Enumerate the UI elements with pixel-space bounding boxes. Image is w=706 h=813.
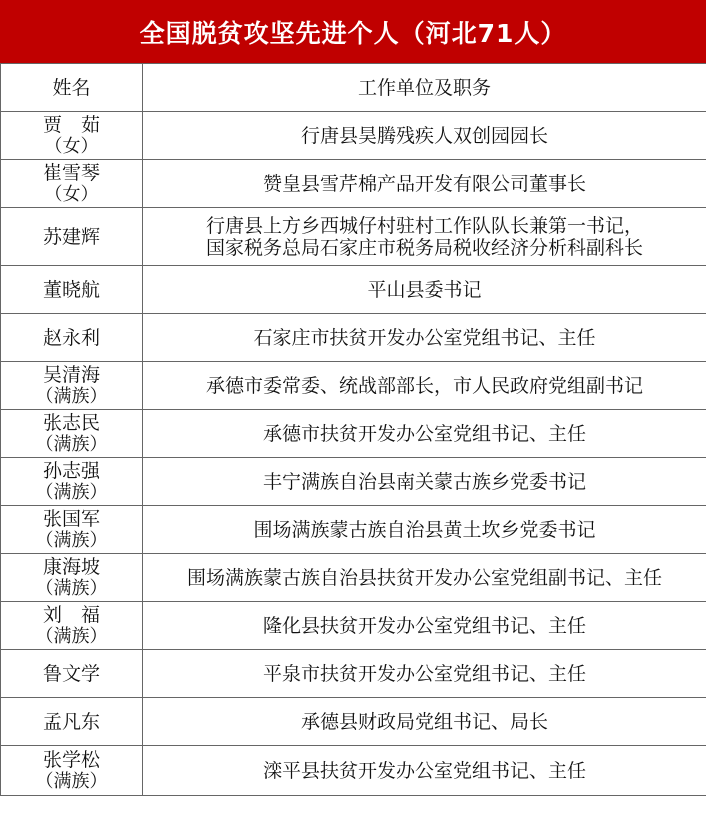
work-cell	[143, 602, 706, 650]
work-title-line: 行唐县上方乡西城仔村驻村工作队队长兼第一书记，	[205, 214, 643, 237]
work-title-line: 丰宁满族自治县南关蒙古族乡党委书记	[262, 470, 586, 493]
person-name: 崔雪琴	[42, 161, 100, 184]
table-row	[1, 314, 706, 362]
person-note: （满族）	[35, 385, 108, 407]
roster-table	[0, 63, 706, 796]
person-name: 董晓航	[42, 278, 100, 301]
table-row	[1, 698, 706, 746]
table-row	[1, 208, 706, 266]
table-row	[1, 112, 706, 160]
table-row	[1, 554, 706, 602]
work-title-line: 平山县委书记	[367, 278, 482, 301]
roster-body	[1, 112, 706, 796]
name-cell	[1, 410, 143, 458]
person-name: 孙志强	[42, 459, 100, 482]
work-cell	[143, 410, 706, 458]
name-cell	[1, 266, 143, 314]
work-cell	[143, 698, 706, 746]
header-work: 工作单位及职务	[143, 64, 706, 112]
person-name: 张学松	[42, 748, 100, 771]
name-cell	[1, 314, 143, 362]
person-note: （满族）	[35, 481, 108, 503]
work-cell	[143, 362, 706, 410]
name-cell	[1, 554, 143, 602]
work-title-line: 承德市扶贫开发办公室党组书记、主任	[262, 422, 586, 445]
work-title-line: 围场满族蒙古族自治县扶贫开发办公室党组副书记、主任	[186, 566, 662, 589]
work-title-line: 国家税务总局石家庄市税务局税收经济分析科副科长	[205, 236, 643, 259]
person-note: （满族）	[35, 770, 108, 792]
person-name: 赵永利	[42, 326, 100, 349]
work-cell	[143, 554, 706, 602]
table-title: 全国脱贫攻坚先进个人（河北71人）	[0, 0, 706, 63]
person-note: （女）	[44, 135, 99, 157]
table-row	[1, 266, 706, 314]
name-cell	[1, 506, 143, 554]
name-cell	[1, 112, 143, 160]
name-cell	[1, 458, 143, 506]
table-row	[1, 650, 706, 698]
person-name: 康海坡	[42, 555, 100, 578]
table-row	[1, 362, 706, 410]
name-cell	[1, 208, 143, 266]
name-cell	[1, 160, 143, 208]
person-note: （女）	[44, 183, 99, 205]
name-cell	[1, 602, 143, 650]
person-note: （满族）	[35, 625, 108, 647]
work-title-line: 滦平县扶贫开发办公室党组书记、主任	[262, 759, 586, 782]
table-row	[1, 746, 706, 796]
work-cell	[143, 208, 706, 266]
work-cell	[143, 112, 706, 160]
name-cell	[1, 746, 143, 796]
work-title-line: 平泉市扶贫开发办公室党组书记、主任	[262, 662, 586, 685]
name-cell	[1, 650, 143, 698]
work-title-line: 赞皇县雪芹棉产品开发有限公司董事长	[262, 172, 586, 195]
person-name: 苏建辉	[42, 225, 100, 248]
name-cell	[1, 698, 143, 746]
work-cell	[143, 650, 706, 698]
table-row	[1, 506, 706, 554]
work-cell	[143, 314, 706, 362]
work-cell	[143, 160, 706, 208]
person-name: 鲁文学	[42, 662, 100, 685]
person-name: 刘 福	[42, 603, 100, 626]
name-cell	[1, 362, 143, 410]
person-note: （满族）	[35, 433, 108, 455]
table-row	[1, 458, 706, 506]
work-cell	[143, 266, 706, 314]
work-title-line: 承德县财政局党组书记、局长	[300, 710, 548, 733]
person-name: 张志民	[42, 411, 100, 434]
work-cell	[143, 746, 706, 796]
work-title-line: 石家庄市扶贫开发办公室党组书记、主任	[253, 326, 596, 349]
work-title-line: 隆化县扶贫开发办公室党组书记、主任	[262, 614, 586, 637]
table-row	[1, 602, 706, 650]
header-row	[1, 64, 706, 112]
person-note: （满族）	[35, 577, 108, 599]
work-title-line: 行唐县昊腾残疾人双创园园长	[300, 124, 548, 147]
work-title-line: 承德市委常委、统战部部长，市人民政府党组副书记	[205, 374, 643, 397]
person-name: 贾 茹	[42, 113, 100, 136]
work-cell	[143, 506, 706, 554]
person-note: （满族）	[35, 529, 108, 551]
table-row	[1, 160, 706, 208]
person-name: 孟凡东	[42, 710, 100, 733]
header-name: 姓名	[1, 64, 143, 112]
work-title-line: 围场满族蒙古族自治县黄土坎乡党委书记	[253, 518, 596, 541]
person-name: 张国军	[42, 507, 100, 530]
work-cell	[143, 458, 706, 506]
person-name: 吴清海	[42, 363, 100, 386]
table-row	[1, 410, 706, 458]
